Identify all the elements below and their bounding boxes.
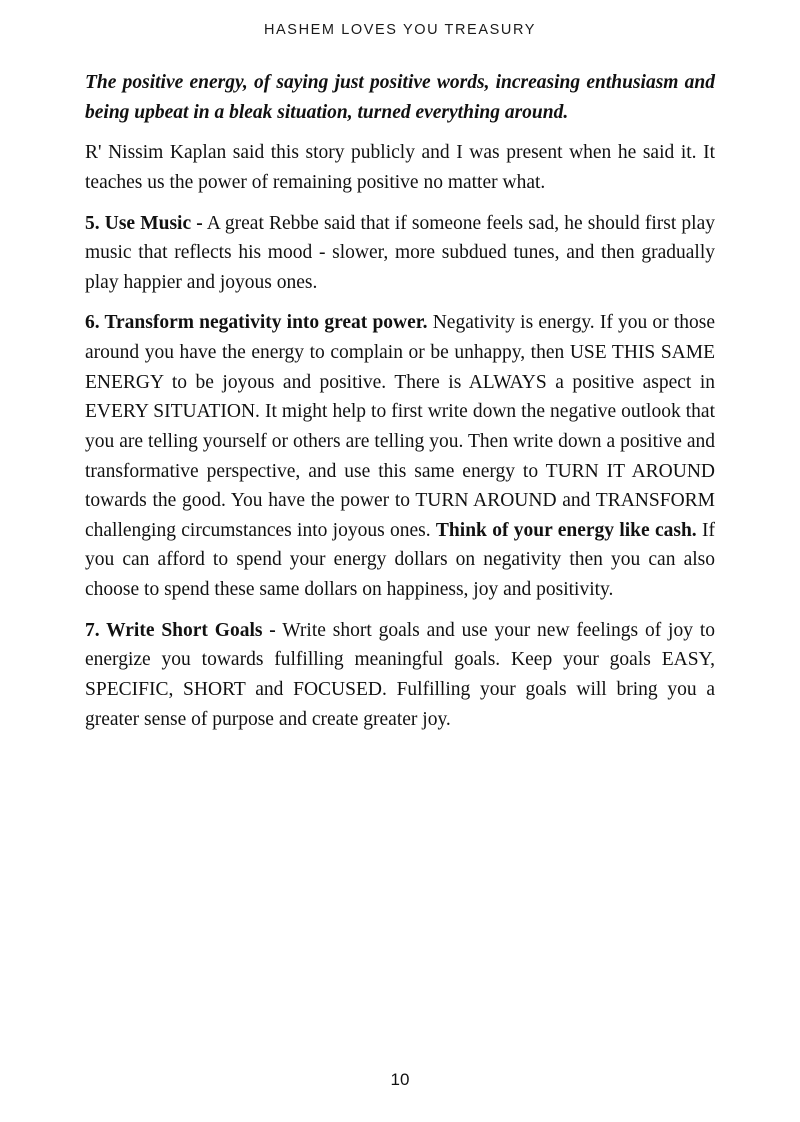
item-6-lead: 6. Transform negativity into great power.	[85, 312, 428, 334]
numbered-item-7	[85, 616, 715, 735]
item-7-text: Write short goals and use your new feelings of joy to energize you towards fulfilling meaningful goals. Keep your goals EASY, SPECIFIC, SHORT and FOCUSED. Fulfilling your goals will bring you a greater sense of purpose and create greater joy.	[85, 619, 715, 730]
document-page	[0, 22, 800, 1122]
page-number: 10	[390, 1070, 410, 1089]
item-5-lead: 5. Use Music -	[85, 212, 203, 234]
item-6-tail: If you can afford to spend your energy dollars on negativity then you can also choose to spend these same dollars on happiness, joy and positivity.	[85, 519, 715, 600]
item-5-text: A great Rebbe said that if someone feels sad, he should first play music that reflects his mood - slower, more subdued tunes, and then gradually play happier and joyous ones.	[85, 212, 715, 293]
attribution-paragraph: R' Nissim Kaplan said this story publicly and I was present when he said it. It teaches us the power of remaining positive no matter what.	[85, 142, 715, 193]
item-6-text: Negativity is energy. If you or those around you have the energy to complain or be unhappy, then USE THIS SAME ENERGY to be joyous and positive. There is ALWAYS a positive aspect in EVERY SITUATION. It might help to first write down the negative outlook that you are telling yourself or others are telling you. Then write down a positive and transformative perspective, and use this same energy to TURN IT AROUND towards the good. You have the power to TURN AROUND and TRANSFORM challenging circumstances into joyous ones.	[85, 312, 715, 541]
running-head: HASHEM LOVES YOU TREASURY	[263, 22, 537, 38]
item-6-emphasis: Think of your energy like cash.	[435, 519, 697, 541]
numbered-item-6	[85, 308, 715, 604]
epigraph-paragraph: The positive energy, of saying just positive words, increasing enthusiasm and being upbeat in a bleak situation, turned everything around.	[85, 72, 715, 123]
item-7-lead: 7. Write Short Goals -	[85, 619, 276, 641]
numbered-item-5	[85, 209, 715, 298]
page-body	[85, 38, 715, 734]
